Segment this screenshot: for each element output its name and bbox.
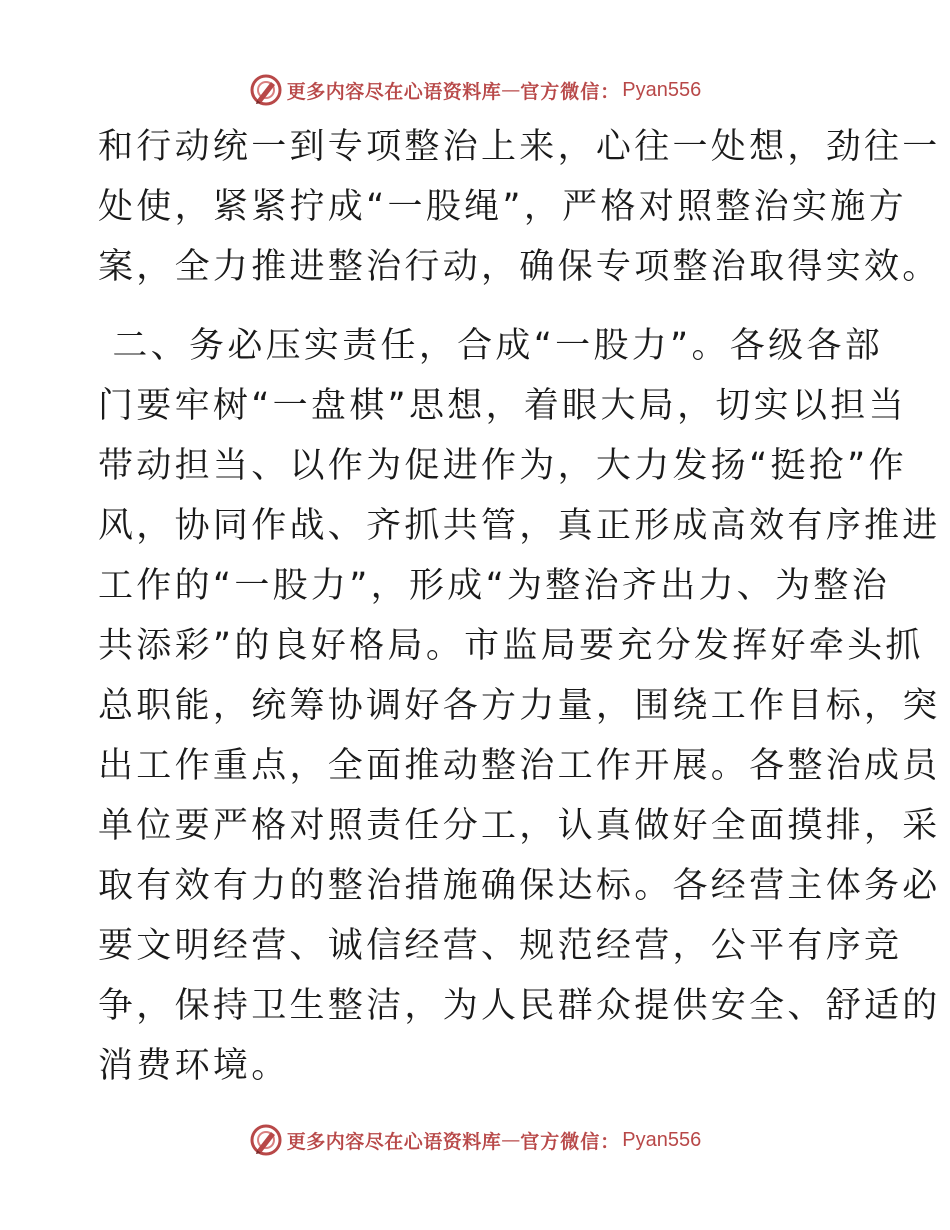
footer-wechat-id: Pyan556 — [622, 1128, 702, 1151]
paragraph-gap — [98, 297, 858, 316]
document-body — [98, 117, 941, 1096]
footer-brand-text: 更多内容尽在心语资料库 — [286, 1130, 502, 1153]
text-line: 门要牢树“一盘棋”思想，着眼大局，切实以担当 — [98, 386, 907, 426]
text-line: 共添彩”的良好格局。市监局要充分发挥好牵头抓 — [98, 626, 924, 666]
header-brand-text: 更多内容尽在心语资料库 — [286, 80, 502, 103]
footer-banner — [0, 1120, 950, 1160]
text-line: 争，保持卫生整洁，为人民群众提供安全、舒适的 — [98, 986, 941, 1026]
text-line: 带动担当、以作为促进作为，大力发扬“挺抢”作 — [98, 446, 907, 486]
text-line: 处使，紧紧拧成“一股绳”，严格对照整治实施方 — [98, 187, 907, 227]
header-wechat-label: 官方微信： — [520, 80, 621, 103]
paragraph-2 — [98, 316, 941, 1096]
header-wechat-id: Pyan556 — [622, 78, 702, 101]
footer-separator: — — [501, 1129, 521, 1151]
pen-logo-icon — [249, 73, 283, 107]
pen-logo-icon — [249, 1123, 283, 1157]
text-line: 取有效有力的整治措施确保达标。各经营主体务必 — [98, 866, 941, 906]
text-line: 工作的“一股力”，形成“为整治齐出力、为整治 — [98, 566, 890, 606]
text-line: 出工作重点，全面推动整治工作开展。各整治成员 — [98, 746, 941, 786]
text-line: 要文明经营、诚信经营、规范经营，公平有序竞 — [98, 926, 903, 966]
text-line: 二、务必压实责任，合成“一股力”。各级各部 — [98, 326, 883, 366]
footer-wechat-label: 官方微信： — [520, 1130, 621, 1153]
header-separator: — — [501, 79, 521, 101]
text-line: 总职能，统筹协调好各方力量，围绕工作目标，突 — [98, 686, 941, 726]
header-banner — [0, 70, 950, 110]
text-line: 消费环境。 — [98, 1046, 290, 1086]
text-line: 风，协同作战、齐抓共管，真正形成高效有序推进 — [98, 506, 941, 546]
text-line: 单位要严格对照责任分工，认真做好全面摸排，采 — [98, 806, 941, 846]
text-line: 案，全力推进整治行动，确保专项整治取得实效。 — [98, 247, 941, 287]
paragraph-1 — [98, 117, 941, 297]
text-line: 和行动统一到专项整治上来，心往一处想，劲往一 — [98, 127, 941, 167]
